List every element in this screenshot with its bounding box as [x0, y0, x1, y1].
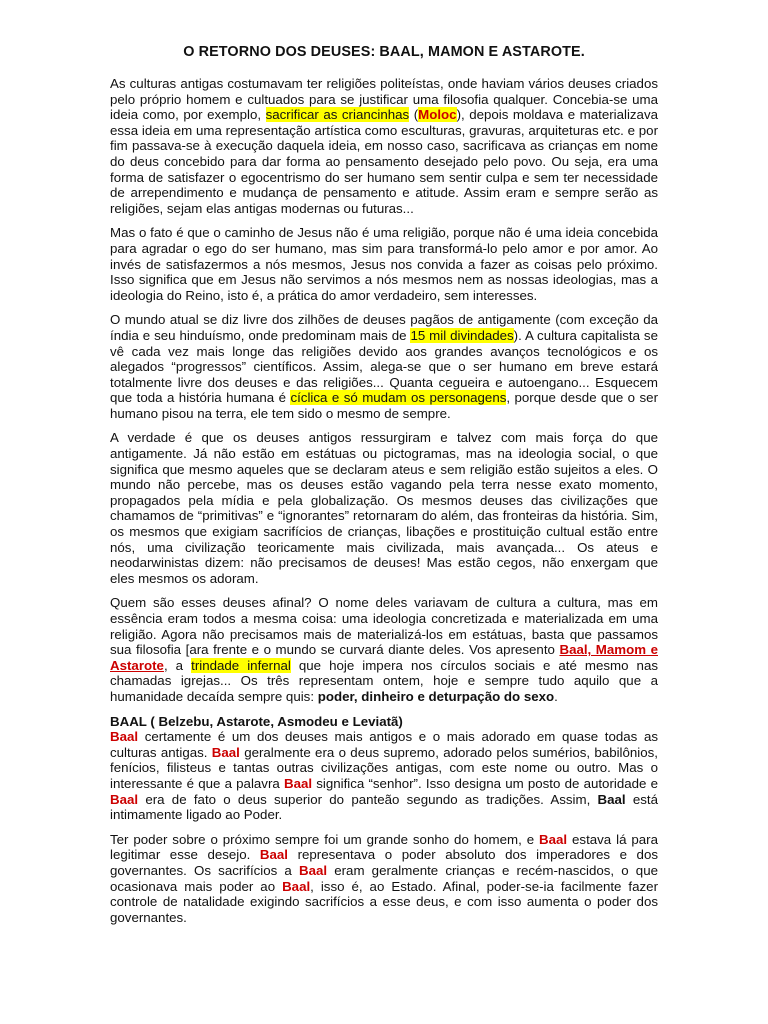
text-run: geralmente era o deus supremo, adorado pelos sumérios, babilônios, fenícios, filisteus e tantas outras civilizações antigas, com este nome ou outro. Mas o interessante é que a palavra	[110, 744, 658, 791]
baal-word-black: Baal	[597, 791, 626, 807]
highlight-15-mil: 15 mil divindades	[410, 327, 514, 343]
baal-word: Baal	[282, 878, 311, 894]
highlight-ciclica: cíclica e só mudam os personagens	[290, 390, 507, 406]
section-heading-baal: BAAL ( Belzebu, Astarote, Asmodeu e Leviatã)	[110, 713, 403, 729]
baal-word: Baal	[283, 775, 313, 791]
text-run: certamente é um dos deuses mais antigos e o mais adorado em quase todas as culturas antigas.	[110, 729, 658, 760]
text-run: que hoje impera nos círculos sociais e até mesmo nas chamadas igrejas... Os três representam ontem, hoje e sempre tudo aquilo que a humanidade decaída sempre quis:	[110, 657, 658, 704]
highlight-moloc: Moloc	[418, 107, 457, 123]
baal-word: Baal	[110, 729, 139, 745]
paragraph-2: Mas o fato é que o caminho de Jesus não é uma religião, porque não é uma ideia concebida para agradar o ego do ser humano, mas sim para transformá-lo pelo amor e por amor. Ao invés de satisfazermos a nós mesmos, Jesus nos convida a fazer as coisas pelo próximo. Isso significa que em Jesus não servimos a nós mesmos nem as nossas ideologias, mas a ideologia do Reino, isto é, a prática do amor verdadeiro, sem interesses.	[110, 225, 658, 303]
baal-word: Baal	[259, 847, 288, 863]
paragraph-6	[110, 729, 658, 823]
baal-word: Baal	[110, 791, 139, 807]
text-run: ). A cultura capitalista se vê cada vez mais longe das religiões devido aos grandes avanços tecnológicos e os alegados “progressos” científicos. Assim, alega-se que o ser humano em breve estará totalmente livre dos deuses e das religiões... Quanta cegueira e autoengano... Esquecem que toda a história humana é	[110, 327, 658, 406]
text-run: , a	[163, 657, 192, 673]
text-run: significa “senhor”. Isso designa um posto de autoridade e	[312, 775, 658, 791]
trinity-names: Baal, Mamom e Astarote	[110, 642, 658, 673]
text-run: , porque desde que o ser humano pisou na terra, ele tem sido o mesmo de sempre.	[110, 390, 658, 421]
text-run: está intimamente ligado ao Poder.	[110, 791, 658, 823]
text-run: As culturas antigas costumavam ter religiões politeístas, onde haviam vários deuses criados pelo próprio homem e cultuados para se justificar uma filosofia qualquer. Concebia-se uma ideia como, por exemplo,	[110, 76, 658, 123]
baal-word: Baal	[539, 831, 568, 847]
text-run: .	[554, 688, 558, 704]
text-run: era de fato o deus superior do panteão segundo as tradições. Assim,	[138, 791, 598, 807]
paragraph-7	[110, 832, 658, 926]
text-run: eram geralmente crianças e recém-nascidos, o que ocasionava mais poder ao	[110, 862, 658, 894]
highlight-trindade: trindade infernal	[191, 657, 291, 673]
paragraph-3	[110, 312, 658, 421]
text-run: Ter poder sobre o próximo sempre foi um grande sonho do homem, e	[110, 831, 540, 847]
text-run: estava lá para legitimar esse desejo.	[110, 831, 658, 863]
baal-word: Baal	[298, 862, 328, 878]
text-run: representava o poder absoluto dos imperadores e dos governantes. Os sacrifícios a	[110, 847, 658, 878]
paragraph-4: A verdade é que os deuses antigos ressurgiram e talvez com mais força do que antigamente. Já não estão em estátuas ou pictogramas, mas na ideologia social, o que significa que mesmo aqueles que se declaram ateus e sem religião estão sujeitos a eles. O mundo não percebe, mas os deuses estão vagando pela terra nesse exato momento, propagados pela mídia e pela globalização. Os mesmos deuses das civilizações que chamamos de “primitivas” e “ignorantes” retornaram do além, das fronteiras da história. Sim, os mesmos que exigiam sacrifícios de crianças, libações e prostituição cultual estão entre nós, uma civilização teoricamente mais civilizada, mais avançada... Os ateus e neodarwinistas dizem: não precisamos de deuses! Mas estão cegos, não enxergam que eles mesmos os adoram.	[110, 430, 658, 586]
document-title: O RETORNO DOS DEUSES: BAAL, MAMON E ASTAROTE.	[183, 44, 585, 60]
bold-poder-dinheiro: poder, dinheiro e deturpação do sexo	[317, 688, 555, 704]
highlight-sacrificar: sacrificar as criancinhas	[265, 107, 410, 123]
document-body	[110, 76, 658, 934]
text-run: , isso é, ao Estado. Afinal, poder-se-ia facilmente fazer controle de natalidade exigindo sacrifícios a esse deus, e com isso aumenta o poder dos governantes.	[110, 878, 658, 925]
paragraph-1	[110, 76, 658, 216]
text-run: O mundo atual se diz livre dos zilhões de deuses pagãos de antigamente (com exceção da índia e seu hinduísmo, onde predominam mais de	[110, 312, 658, 343]
baal-word: Baal	[211, 744, 240, 760]
text-run: ), depois moldava e materializava essa ideia em uma representação artística como esculturas, gravuras, arquiteturas etc. e por fim passava-se à execução daquela ideia, em nosso caso, sacrificava as crianças em nome do deus concebido para dar forma ao pensamento desejado pelo povo. Ou seja, era uma forma de satisfazer o egocentrismo do ser humano sem sentir culpa e sem ter necessidade de arrependimento e mudança de pensamento e atitude. Assim eram e sempre serão as religiões, sejam elas antigas modernas ou futuras...	[110, 107, 658, 216]
paragraph-5	[110, 595, 658, 704]
text-run: Quem são esses deuses afinal? O nome deles variavam de cultura a cultura, mas em essência eram todos a mesma coisa: uma ideologia concretizada e materializada em uma religião. Agora não precisamos mais de materializá-los em estátuas, basta que passamos sua filosofia [ara frente e o mundo se curvará diante deles. Vos apresento	[110, 595, 658, 658]
text-run: (	[409, 107, 419, 123]
